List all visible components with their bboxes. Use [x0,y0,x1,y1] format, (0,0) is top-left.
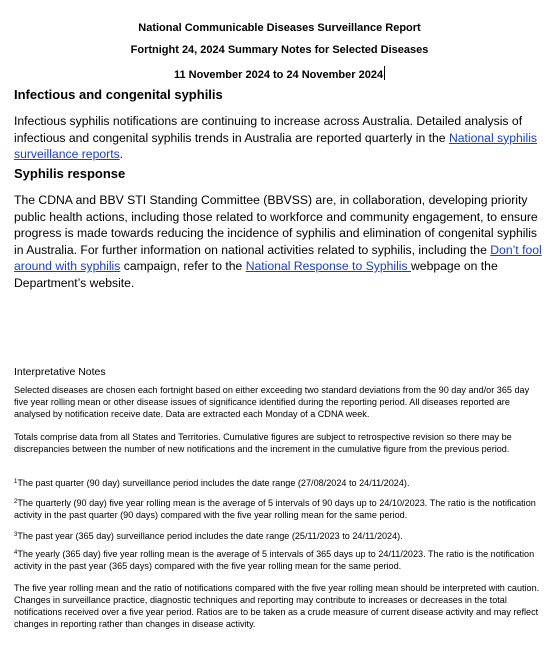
text-cursor [384,66,385,80]
notes-paragraph-3: The five year rolling mean and the ratio of notifications compared with the five year rolling mean should be interpreted with caution. Changes in surveillance practice, diagnostic techniques and reporting may contribute to increases or decreases in the total notifications received over a five year period. Ratios are to be taken as a crude measure of current disease activity and may reflect changes in reporting rather than changes in disease activity. [14,583,540,629]
footnote-2 [14,497,544,521]
footnote-1-mark: 1 [14,479,18,485]
footnote-3-mark: 3 [14,532,18,538]
national-response-link[interactable]: National Response to Syphilis [245,259,411,273]
dont-fool-around-link[interactable]: Don’t fool around with syphilis [14,242,542,273]
footnote-4 [14,548,544,572]
footnote-1-text: The past quarter (90 day) surveillance period includes the date range (27/08/2024 to 24/11/2024). [17,478,410,488]
footnote-3-text: The past year (365 day) surveillance period includes the date range (25/11/2023 to 24/11/2024). [17,531,403,541]
response-text-2: campaign, refer to the [120,259,246,273]
response-text-1: The CDNA and BBV STI Standing Committee (BBVSS) are, in collaboration, developing priority public health actions, including those related to workforce and community engagement, to ensure progress is made towards reducing the incidence of syphilis and elimination of congenital syphilis in Australia. For further information on national activities related to syphilis, including the [14,193,538,257]
footnote-2-mark: 2 [14,499,18,505]
footnote-1 [14,477,544,489]
syphilis-heading: Infectious and congenital syphilis [14,87,223,102]
report-date-range [0,66,559,81]
footnote-3 [14,530,544,542]
footnote-4-text: The yearly (365 day) five year rolling mean is the average of 5 intervals of 365 days up to 24/11/2023. The ratio is the notification activity in the past year (365 days) compared with the five year rolling mean for the same period. [14,549,535,571]
syphilis-reports-link[interactable]: National syphilis surveillance reports [14,130,537,161]
syphilis-text-end: . [119,147,124,161]
response-text-3: webpage on the Department’s website. [14,259,498,290]
notes-heading: Interpretative Notes [14,366,106,378]
report-subtitle: Fortnight 24, 2024 Summary Notes for Selected Diseases [130,44,429,56]
notes-paragraph-1: Selected diseases are chosen each fortnight based on either exceeding two standard deviations from the 90 day and/or 365 day five year rolling mean or other disease issues of significance identified during the reporting period. All diseases reported are analysed by notification receive date. Data are extracted each Monday of a CDNA week. [14,385,530,419]
syphilis-paragraph [14,113,544,163]
footnote-2-text: The quarterly (90 day) five year rolling mean is the average of 5 intervals of 90 days up to 24/10/2023. The ratio is the notification activity in the past quarter (90 days) compared with the five year rolling mean for the same period. [14,498,536,520]
syphilis-text: Infectious syphilis notifications are continuing to increase across Australia. Detailed analysis of infectious and congenital syphilis trends in Australia are reported quarterly in the [14,114,523,145]
response-paragraph [14,192,544,291]
report-title: National Communicable Diseases Surveillance Report [138,22,421,34]
footnote-4-mark: 4 [14,550,18,556]
response-heading: Syphilis response [14,166,126,181]
date-range-text: 11 November 2024 to 24 November 2024 [173,69,384,81]
notes-paragraph-2: Totals comprise data from all States and Territories. Cumulative figures are subject to retrospective revision so there may be discrepancies between the number of new notifications and the increment in the cumulative figure from the previous period. [14,432,512,454]
